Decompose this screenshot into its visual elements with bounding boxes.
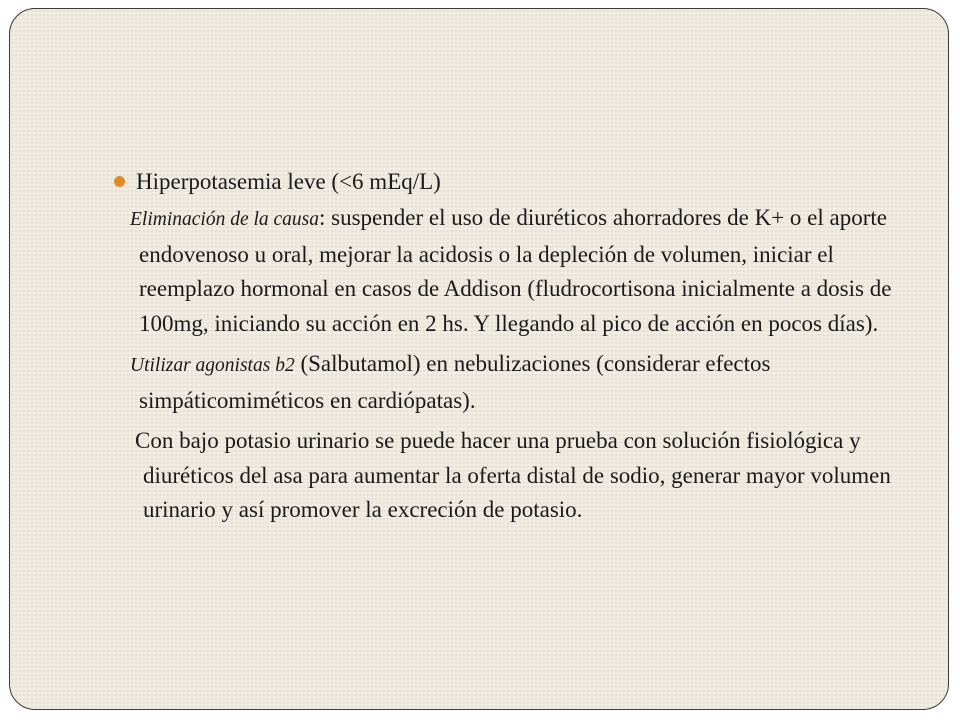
bullet-dot-icon <box>114 176 125 187</box>
paragraph-body: : suspender el uso de diuréticos ahorradores de K+ o el aporte endovenoso u oral, mejorar la acidosis o la depleción de volumen, iniciar el reemplazo hormonal en casos de Addison (fludrocortisona inicialmente a dosis de 100mg, iniciando su acción en 2 hs. Y llegando al pico de acción en pocos días). <box>139 205 892 336</box>
paragraph-causa <box>113 201 913 341</box>
paragraph-lead-in: Utilizar agonistas b2 <box>130 355 295 376</box>
paragraph-body: Con bajo potasio urinario se puede hacer una prueba con solución fisiológica y diuréticos del asa para aumentar la oferta distal de sodio, generar mayor volumen urinario y así promover la excreción de potasio. <box>135 428 891 522</box>
paragraph-agonistas <box>113 347 913 418</box>
slide-content <box>113 165 913 534</box>
bullet-text: Hiperpotasemia leve (<6 mEq/L) <box>136 169 441 194</box>
slide <box>9 8 949 710</box>
paragraph-body: (Salbutamol) en nebulizaciones (considerar efectos simpáticomiméticos en cardiópatas). <box>139 351 771 413</box>
bullet-item <box>113 165 913 199</box>
paragraph-lead-in: Eliminación de la causa <box>130 209 320 230</box>
paragraph-potasio-urinario <box>113 424 913 528</box>
